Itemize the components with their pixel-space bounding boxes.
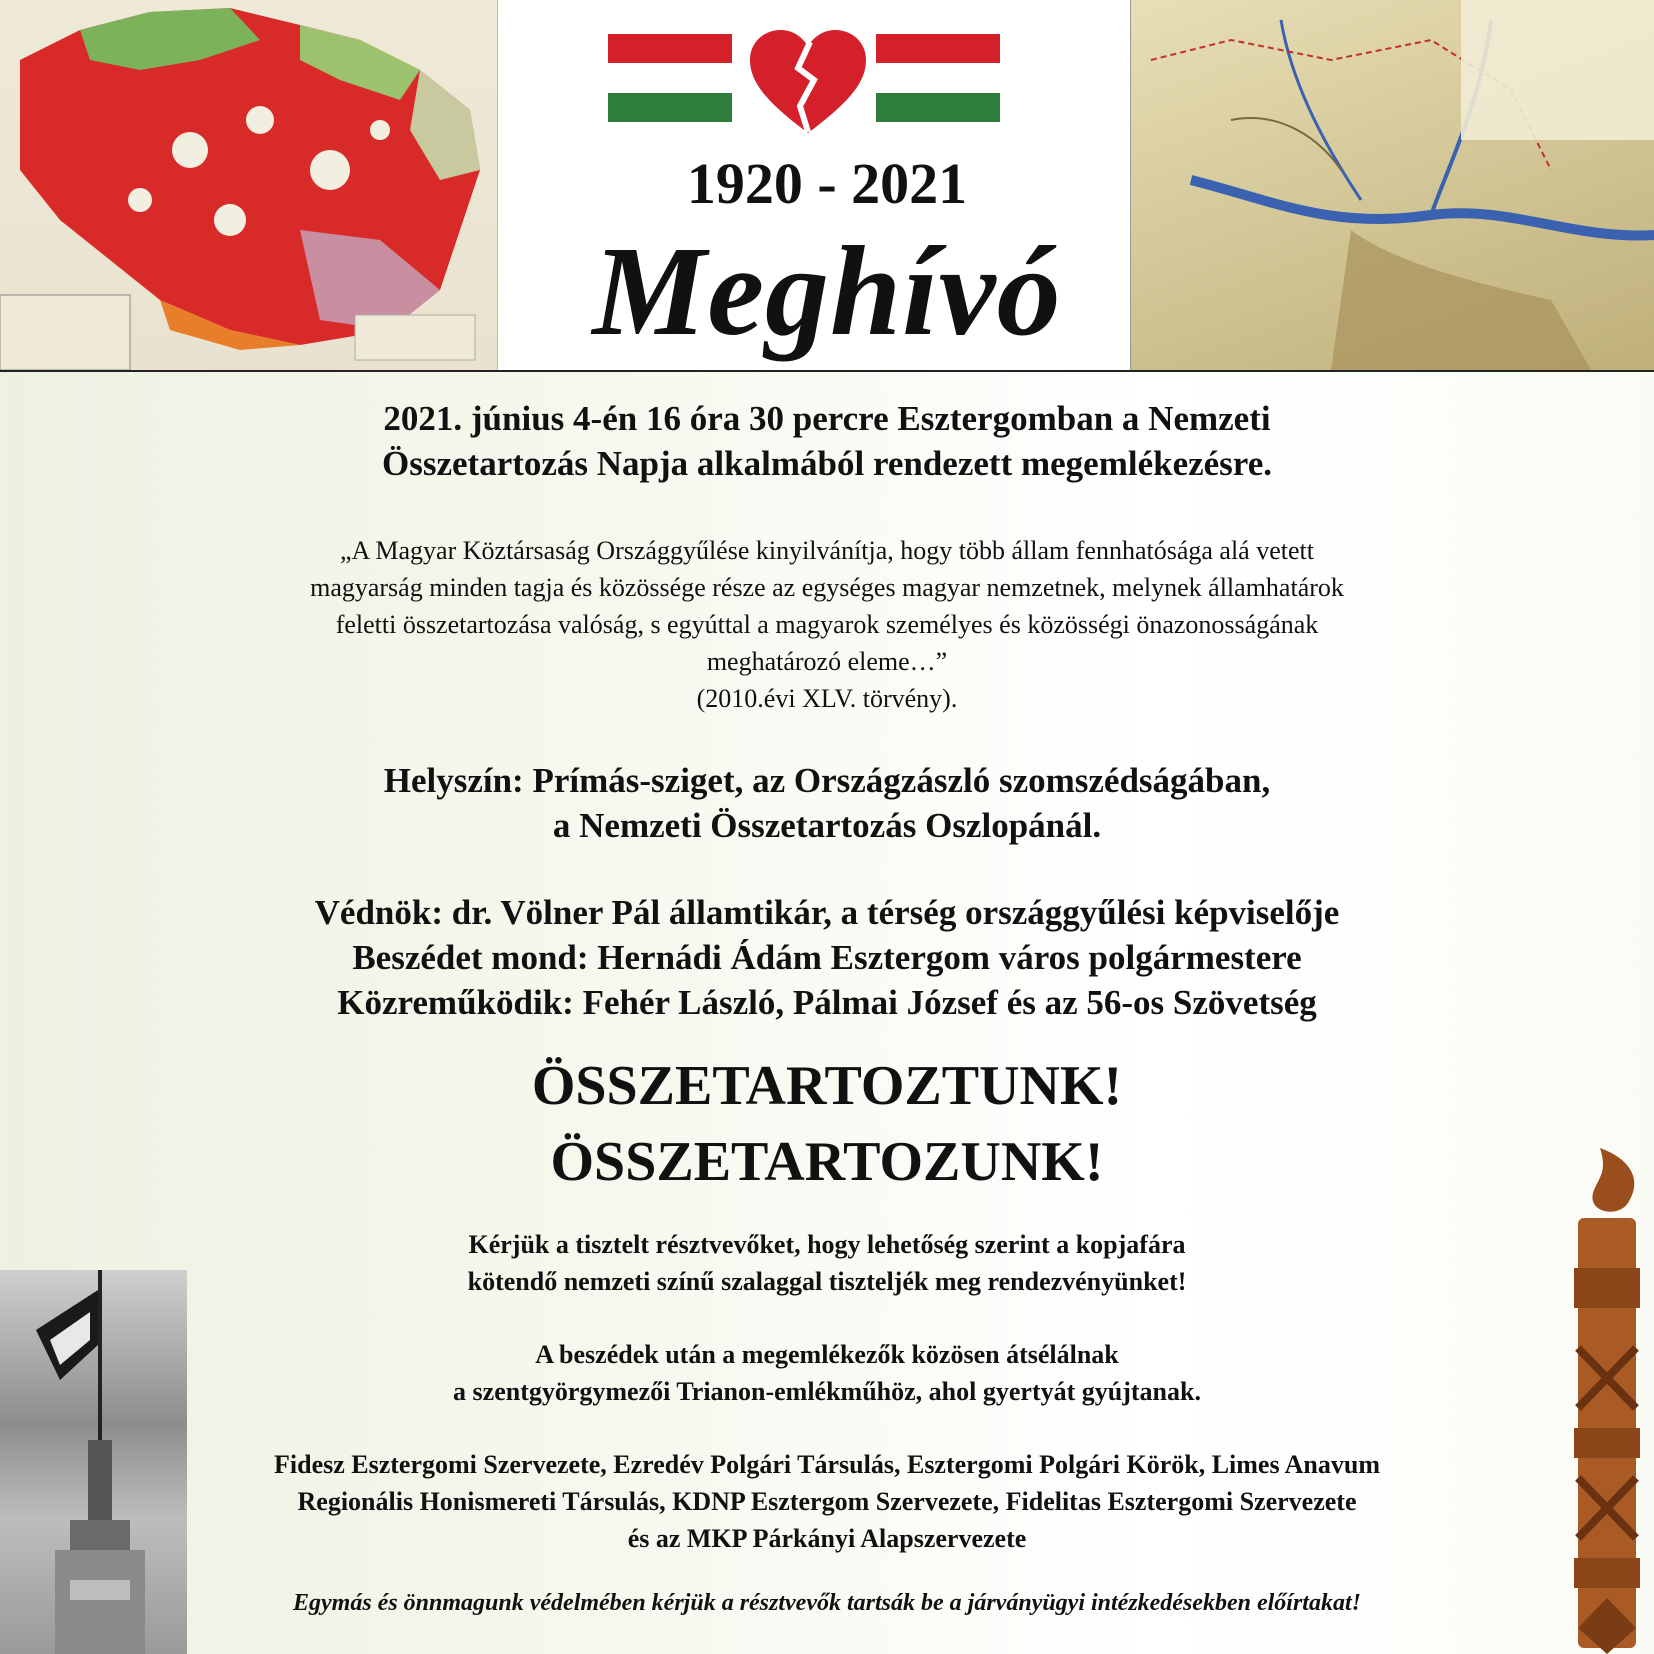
- organizers-line: és az MKP Párkányi Alapszervezete: [627, 1524, 1027, 1553]
- organizers: [0, 1446, 1654, 1557]
- ribbon-request: [0, 1226, 1654, 1300]
- request-line: Kérjük a tisztelt résztvevőket, hogy lehetőség szerint a kopjafára: [468, 1230, 1186, 1259]
- region-map-image: [1130, 0, 1654, 370]
- contributors-line: Közreműködik: Fehér László, Pálmai József és az 56-os Szövetség: [337, 983, 1317, 1022]
- people-text: [0, 890, 1654, 1025]
- after-line: a szentgyörgymezői Trianon-emlékműhöz, ahol gyertyát gyújtanak.: [453, 1377, 1201, 1406]
- intro-text: [0, 396, 1654, 486]
- location-text: [0, 758, 1654, 848]
- quote-line: „A Magyar Köztársaság Országgyűlése kinyilvánítja, hogy több állam fennhatósága alá vetett: [340, 536, 1314, 565]
- quote-source: (2010.évi XLV. törvény).: [696, 684, 958, 713]
- slogan: [0, 1048, 1654, 1200]
- flags-and-heart: [608, 28, 1008, 138]
- slogan-line: ÖSSZETARTOZUNK!: [550, 1131, 1104, 1193]
- flag-monument-photo: [0, 1270, 187, 1654]
- intro-line: Összetartozás Napja alkalmából rendezett megemlékezésre.: [382, 444, 1272, 483]
- after-speeches: [0, 1336, 1654, 1410]
- slogan-line: ÖSSZETARTOZTUNK!: [531, 1055, 1123, 1117]
- law-quote: [0, 532, 1654, 717]
- intro-line: 2021. június 4-én 16 óra 30 percre Esztergomban a Nemzeti: [383, 399, 1271, 438]
- broken-heart-icon: [748, 28, 868, 138]
- quote-line: feletti összetartozása valóság, s egyúttal a magyarok személyes és közösségi önazonosságának: [335, 610, 1319, 639]
- organizers-line: Regionális Honismereti Társulás, KDNP Esztergom Szervezete, Fidelitas Esztergomi Szervezete: [297, 1487, 1357, 1516]
- after-line: A beszédek után a megemlékezők közösen átsélálnak: [535, 1340, 1119, 1369]
- patron-line: Védnök: dr. Völner Pál államtikár, a térség országgyűlési képviselője: [314, 893, 1340, 932]
- header-banner: [0, 0, 1654, 372]
- hungarian-flag-left: [608, 34, 732, 122]
- invitation-title: Meghívó: [592, 220, 1062, 362]
- carved-kopjafa-image: [1548, 1148, 1654, 1654]
- quote-line: meghatározó eleme…”: [706, 647, 948, 676]
- quote-line: magyarság minden tagja és közössége része az egységes magyar nemzetnek, melynek államhatárok: [310, 573, 1344, 602]
- request-line: kötendő nemzeti színű szalaggal tiszteljék meg rendezvényünket!: [467, 1267, 1187, 1296]
- organizers-line: Fidesz Esztergomi Szervezete, Ezredév Polgári Társulás, Esztergomi Polgári Körök, Limes Anavum: [274, 1450, 1380, 1479]
- years-heading: 1920 - 2021: [686, 151, 968, 216]
- health-notice: Egymás és önnmagunk védelmében kérjük a résztvevők tartsák be a járványügyi intézkedésekben előírtakat!: [293, 1590, 1361, 1616]
- speech-line: Beszédet mond: Hernádi Ádám Esztergom város polgármestere: [352, 938, 1302, 977]
- hungarian-flag-right: [876, 34, 1000, 122]
- location-line: Helyszín: Prímás-sziget, az Országzászló szomszédságában,: [383, 761, 1271, 800]
- location-line: a Nemzeti Összetartozás Oszlopánál.: [552, 806, 1102, 845]
